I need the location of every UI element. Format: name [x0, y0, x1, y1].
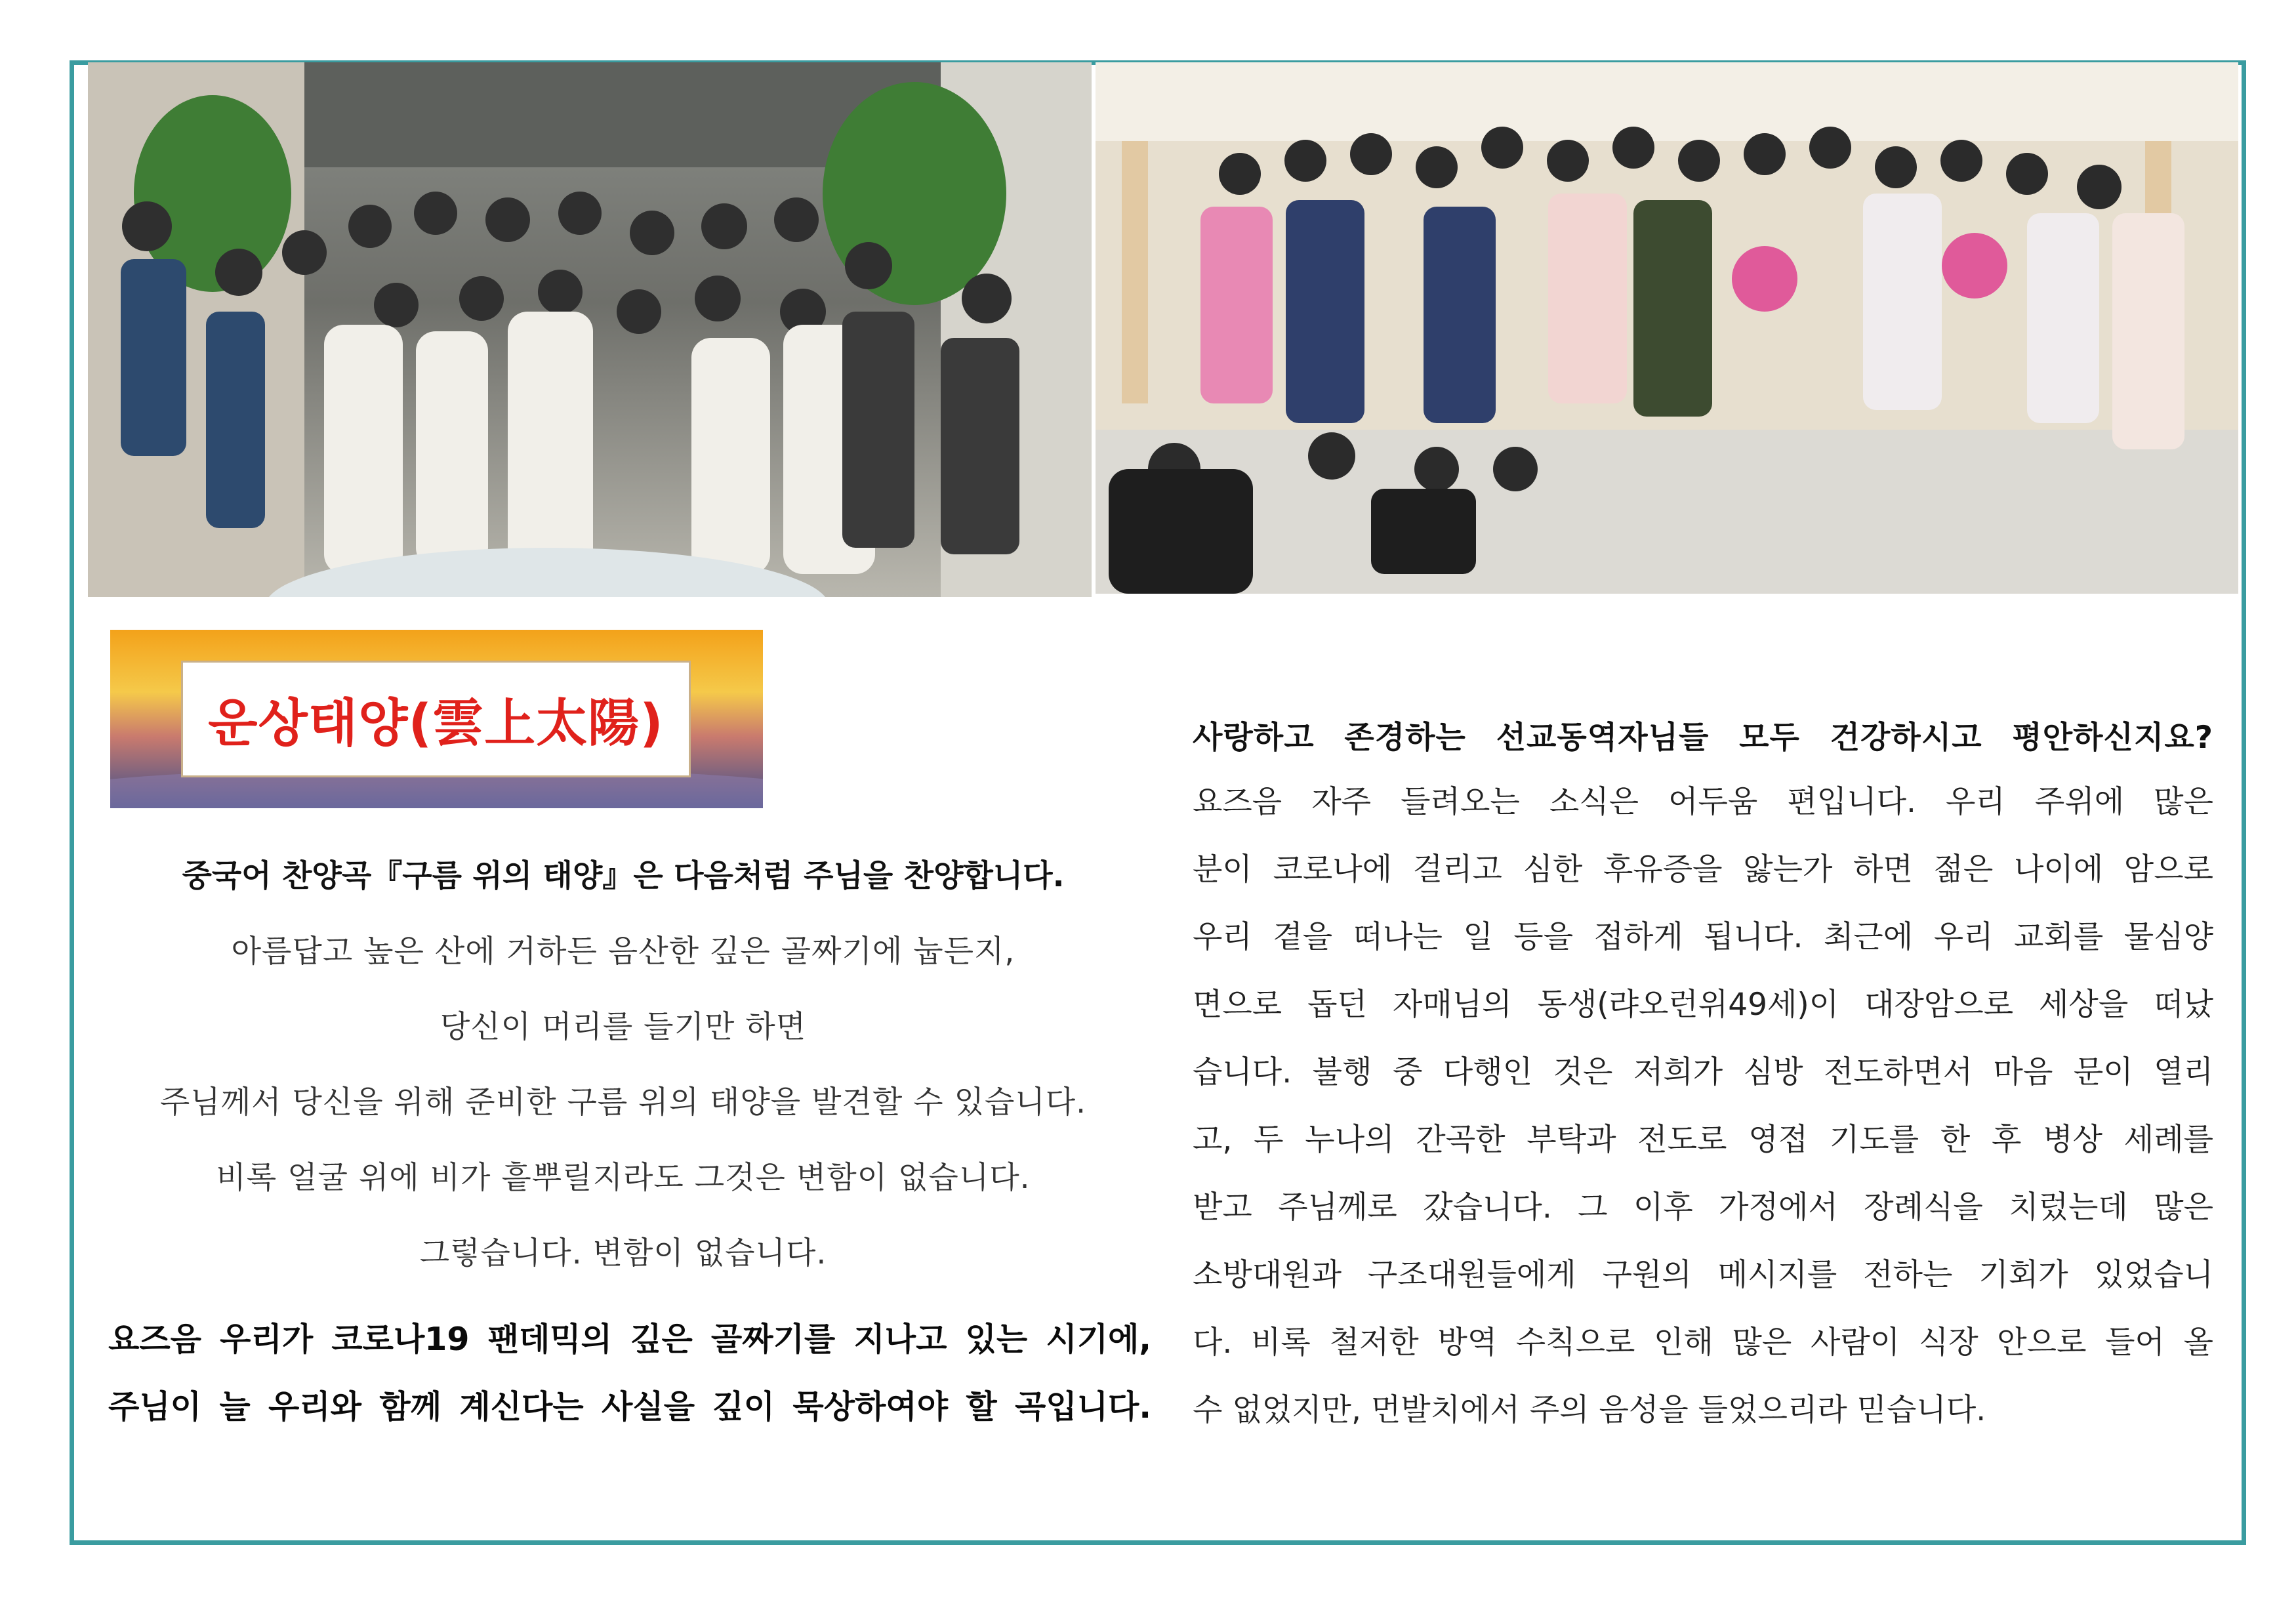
- letter-greeting: 사랑하고 존경하는 선교동역자님들 모두 건강하시고 평안하신지요?: [1193, 720, 2213, 756]
- letter-line: 면으로 돕던 자매님의 동생(랴오런위49세)이 대장암으로 세상을 떠났: [1193, 987, 2213, 1023]
- hymn-line: 그렇습니다. 변함이 없습니다.: [419, 1235, 827, 1271]
- title-banner: [110, 630, 763, 808]
- hymn-closing: [108, 1305, 1151, 1441]
- letter-line: 다. 비록 철저한 방역 수칙으로 인해 많은 사람이 식장 안으로 들어 올: [1193, 1325, 2213, 1361]
- closing-line: 주님이 늘 우리와 함께 계신다는 사실을 깊이 묵상하여야 할 곡입니다.: [108, 1388, 1151, 1426]
- title-box: [181, 661, 691, 777]
- hymn-line: 아름답고 높은 산에 거하든 음산한 깊은 골짜기에 눕든지,: [231, 934, 1015, 970]
- hymn-line: 당신이 머리를 들기만 하면: [440, 1009, 807, 1045]
- letter-line: 받고 주님께로 갔습니다. 그 이후 가정에서 장례식을 치렀는데 많은: [1193, 1189, 2213, 1225]
- hymn-intro: 중국어 찬양곡『구름 위의 태양』은 다음처럼 주님을 찬양합니다.: [182, 858, 1065, 894]
- letter-line: 요즈음 자주 들려오는 소식은 어두움 편입니다. 우리 주위에 많은: [1193, 784, 2213, 820]
- hymn-section: [98, 838, 1148, 1291]
- banner-title: 운상태양(雲上太陽): [208, 694, 664, 753]
- letter-line: 수 없었지만, 먼발치에서 주의 음성을 들었으리라 믿습니다.: [1193, 1392, 1986, 1428]
- baptism-photo-image: [88, 62, 1092, 597]
- hymn-line: 주님께서 당신을 위해 준비한 구름 위의 태양을 발견할 수 있습니다.: [159, 1084, 1087, 1120]
- letter-line: 분이 코로나에 걸리고 심한 후유증을 앓는가 하면 젊은 나이에 암으로: [1193, 852, 2213, 888]
- letter-line: 소방대원과 구조대원들에게 구원의 메시지를 전하는 기회가 있었습니: [1193, 1257, 2213, 1293]
- hymn-line: 비록 얼굴 위에 비가 흩뿌릴지라도 그것은 변함이 없습니다.: [216, 1160, 1031, 1196]
- letter-line: 습니다. 불행 중 다행인 것은 저희가 심방 전도하면서 마음 문이 열리: [1193, 1054, 2213, 1090]
- baptism-group-photo: [88, 62, 1092, 597]
- church-group-photo: [1096, 62, 2238, 594]
- letter-line: 우리 곁을 떠나는 일 등을 접하게 됩니다. 최근에 우리 교회를 물심양: [1193, 919, 2213, 955]
- letter-line: 고, 두 누나의 간곡한 부탁과 전도로 영접 기도를 한 후 병상 세례를: [1193, 1122, 2213, 1158]
- church-photo-image: [1096, 62, 2238, 594]
- closing-line: 요즈음 우리가 코로나19 팬데믹의 깊은 골짜기를 지나고 있는 시기에,: [108, 1321, 1151, 1358]
- letter-section: [1193, 707, 2213, 1444]
